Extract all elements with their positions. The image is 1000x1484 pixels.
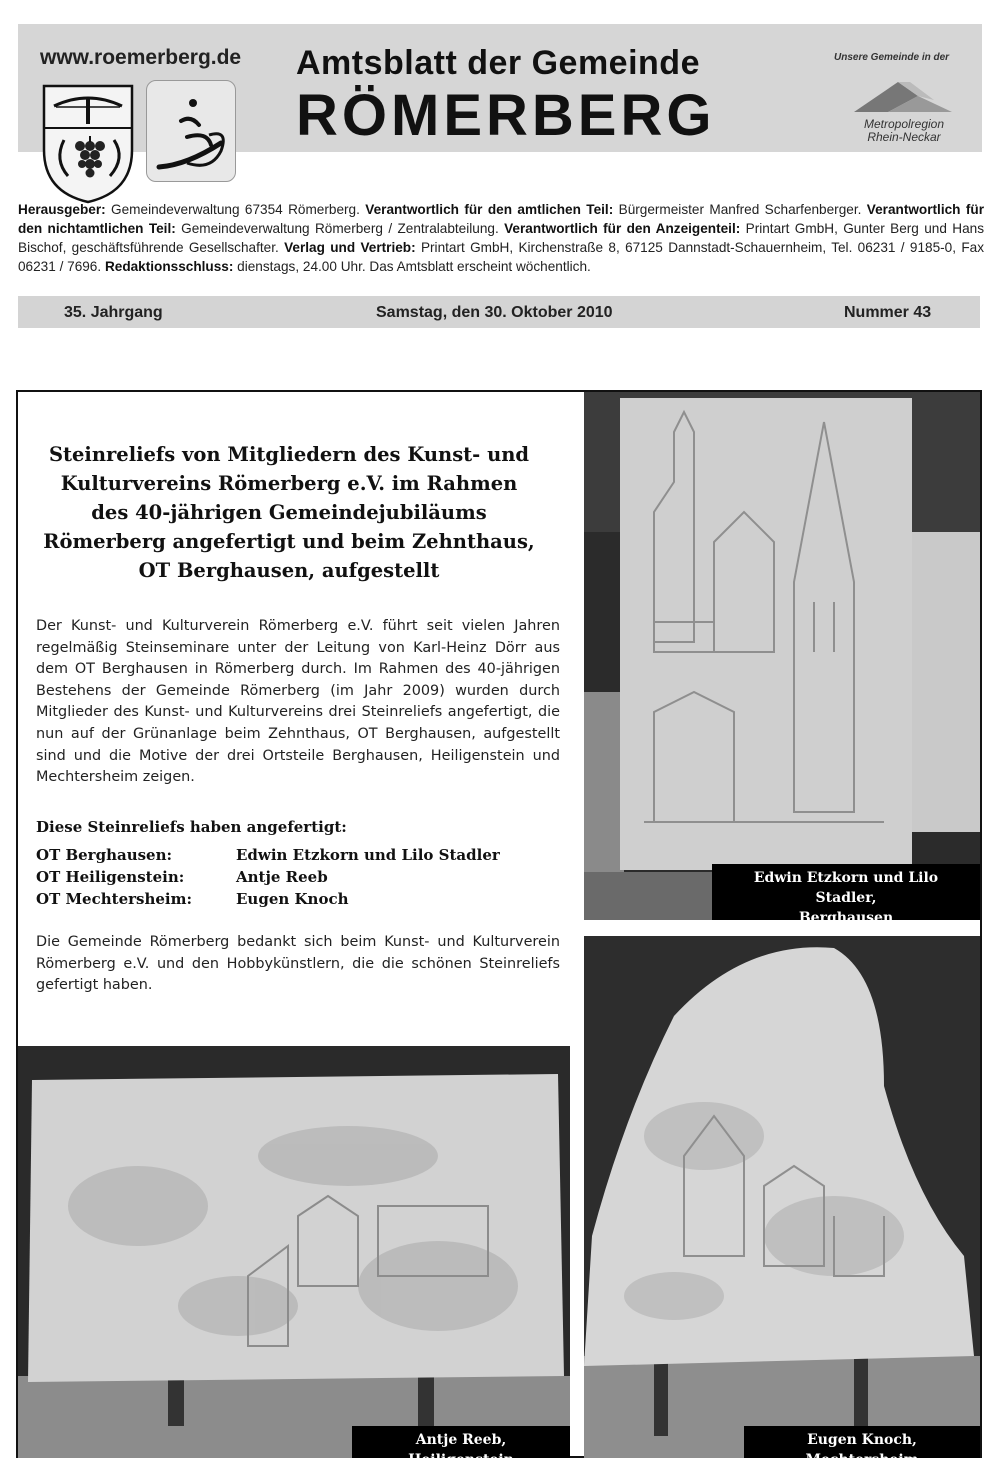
coat-of-arms-icon — [40, 80, 152, 206]
site-url[interactable]: www.roemerberg.de — [40, 46, 242, 69]
metro-region-name — [838, 118, 970, 144]
issue-number: Nummer 43 — [844, 304, 932, 321]
article-headline — [36, 440, 542, 585]
maker-artists: Eugen Knoch — [236, 890, 349, 908]
makers-list — [36, 844, 556, 910]
ads-part: Printart GmbH, Gunter Berg und Hans Bischof, geschäftsführende Gesellschafter. — [18, 221, 985, 255]
headline-line: Römerberg angefertigt und beim Zehnthaus, — [43, 530, 535, 553]
photo-heiligenstein-relief — [18, 1046, 570, 1468]
caption-line: Berghausen — [798, 910, 894, 926]
photo-mechtersheim-relief — [584, 936, 980, 1468]
maker-artists: Antje Reeb — [236, 868, 328, 886]
relief-photo-image — [18, 1046, 570, 1458]
nonofficial-part-label: Verantwortlich für den nichtamtlichen Teil: — [18, 202, 984, 236]
metro-region-name-line2: Rhein-Neckar — [867, 130, 941, 144]
maker-row — [36, 866, 556, 888]
photo-caption: Antje Reeb, Heiligenstein — [352, 1426, 570, 1458]
deadline: dienstags, 24.00 Uhr. Das Amtsblatt erscheint wöchentlich. — [237, 259, 591, 274]
nonofficial-part: Gemeindeverwaltung Römerberg / Zentralabteilung. — [181, 221, 499, 236]
publication-title: Amtsblatt der Gemeinde — [296, 44, 700, 82]
makers-heading: Diese Steinreliefs haben angefertigt: — [36, 818, 347, 836]
issue-date: Samstag, den 30. Oktober 2010 — [376, 304, 613, 321]
official-part: Bürgermeister Manfred Scharfenberger. — [618, 202, 862, 217]
maker-artists: Edwin Etzkorn und Lilo Stadler — [236, 846, 500, 864]
masthead — [18, 24, 982, 152]
maker-row — [36, 844, 556, 866]
headline-line: Steinreliefs von Mitgliedern des Kunst- und — [48, 443, 530, 466]
metro-region-intro: Unsere Gemeinde in der — [834, 52, 950, 63]
maker-place: OT Heiligenstein: — [36, 868, 185, 886]
publisher-label: Herausgeber: — [18, 202, 106, 217]
maker-place: OT Berghausen: — [36, 846, 173, 864]
maker-place: OT Mechtersheim: — [36, 890, 193, 908]
headline-line: Kulturvereins Römerberg e.V. im Rahmen — [60, 472, 518, 495]
ads-part-label: Verantwortlich für den Anzeigenteil: — [504, 221, 741, 236]
photo-caption — [712, 864, 980, 926]
article-body: Der Kunst- und Kulturverein Römerberg e.V. führt seit vielen Jahren regelmäßig Steinseminare unter der Leitung von Karl-Heinz Dörr aus dem OT Berghausen in Römerberg durch. Im Rahmen des 40-jährigen Bestehens der Gemeinde Römerberg (im Jahr 2009) wurden durch Mitglieder des Kunst- und Kulturvereins drei Steinreliefs angefertigt, die nun auf der Grünanlage beim Zehnthaus, OT Berghausen, aufgestellt sind und die Motive der drei Ortsteile Berghausen, Heiligenstein und Mechtersheim zeigen. — [36, 618, 560, 786]
caption-line: Edwin Etzkorn und Lilo Stadler, — [753, 870, 939, 906]
headline-line: des 40-jährigen Gemeindejubiläums — [91, 501, 487, 524]
publisher: Gemeindeverwaltung 67354 Römerberg. — [111, 202, 360, 217]
municipality-logo-icon — [146, 80, 236, 182]
article-thanks: Die Gemeinde Römerberg bedankt sich beim Kunst- und Kulturverein Römerberg e.V. und den Hobbykünstlern, die die schönen Steinreliefs gefertigt haben. — [36, 934, 560, 994]
photo-berghausen-relief — [584, 392, 980, 926]
photo-caption: Eugen Knoch, Mechtersheim — [744, 1426, 980, 1458]
relief-photo-image — [584, 392, 980, 920]
relief-photo-image — [584, 936, 980, 1458]
headline-line: OT Berghausen, aufgestellt — [138, 559, 440, 582]
issue-bar — [18, 296, 980, 328]
official-part-label: Verantwortlich für den amtlichen Teil: — [365, 202, 614, 217]
publishing-label: Verlag und Vertrieb: — [284, 240, 416, 255]
metro-region-logo-icon — [848, 76, 958, 116]
publishing: Printart GmbH, Kirchenstraße 8, 67125 Dannstadt-Schauernheim, Tel. 06231 / 9185-0, Fax 06231 / 7696. — [18, 240, 984, 274]
imprint — [18, 200, 984, 276]
deadline-label: Redaktionsschluss: — [104, 259, 234, 274]
maker-row — [36, 888, 556, 910]
issue-volume: 35. Jahrgang — [64, 304, 163, 321]
metro-region-name-line1: Metropolregion — [863, 117, 945, 131]
municipality-name: RÖMERBERG — [296, 83, 716, 148]
